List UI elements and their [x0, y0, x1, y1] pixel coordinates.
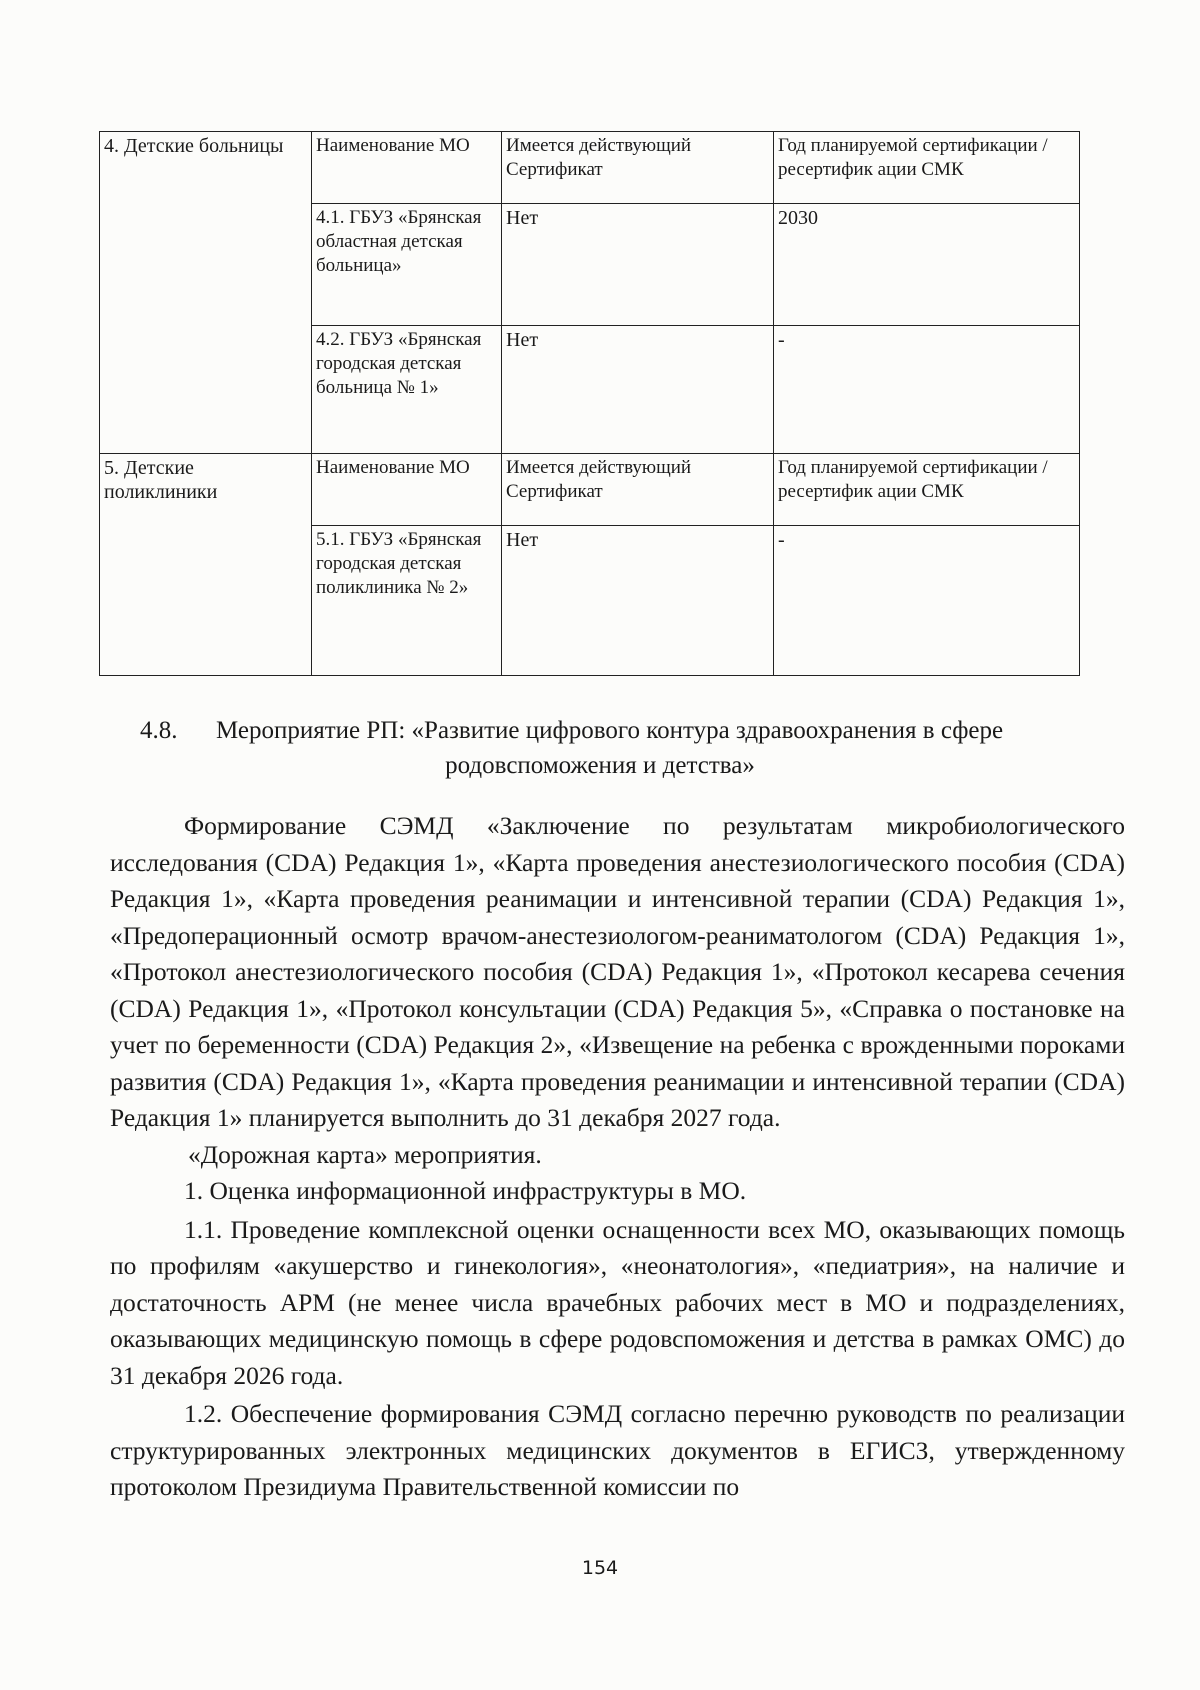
category-cell: 5. Детские поликлиники — [100, 454, 312, 676]
header-certificate-cell: Имеется действующий Сертификат — [502, 132, 774, 204]
header-year-cell: Год планируемой сертификации / ресертифик ации СМК — [774, 132, 1080, 204]
paragraph: «Дорожная карта» мероприятия. — [188, 1139, 542, 1169]
category-cell: 4. Детские больницы — [100, 132, 312, 454]
header-name-cell: Наименование МО — [312, 454, 502, 526]
paragraph: 1.1. Проведение комплексной оценки оснащенности всех МО, оказывающих помощь по профилям «акушерство и гинекология», «неонатология», «педиатрия», на наличие и достаточность АРМ (не менее числа врачебных рабочих мест в МО и подразделениях, оказывающих медицинскую помощь в сфере родовспоможения и детства в рамках ОМС) до 31 декабря 2026 года. — [110, 1214, 1125, 1390]
paragraph: 1. Оценка информационной инфраструктуры в МО. — [184, 1176, 747, 1205]
year-cell: 2030 — [774, 204, 1080, 326]
body-text — [110, 808, 1125, 1506]
header-year-cell: Год планируемой сертификации / ресертифик ации СМК — [774, 454, 1080, 526]
section-heading — [140, 713, 1100, 783]
certificate-cell: Нет — [502, 526, 774, 676]
section-title-line2: родовспоможения и детства» — [445, 752, 755, 779]
year-cell: - — [774, 326, 1080, 454]
medical-organizations-table — [99, 131, 1080, 676]
table-header-row — [100, 132, 1080, 204]
certificate-cell: Нет — [502, 204, 774, 326]
mo-name-cell: 4.1. ГБУЗ «Брянская областная детская больница» — [312, 204, 502, 326]
section-title-line1: Мероприятие РП: «Развитие цифрового контура здравоохранения в сфере — [216, 717, 1004, 744]
header-name-cell: Наименование МО — [312, 132, 502, 204]
mo-name-cell: 4.2. ГБУЗ «Брянская городская детская больница № 1» — [312, 326, 502, 454]
page-number: 154 — [581, 1557, 619, 1579]
mo-name-cell: 5.1. ГБУЗ «Брянская городская детская поликлиника № 2» — [312, 526, 502, 676]
year-cell: - — [774, 526, 1080, 676]
header-certificate-cell: Имеется действующий Сертификат — [502, 454, 774, 526]
table-header-row — [100, 454, 1080, 526]
section-number: 4.8. — [140, 717, 178, 744]
paragraph: Формирование СЭМД «Заключение по результатам микробиологического исследования (CDA) Редакция 1», «Карта проведения анестезиологического пособия (CDA) Редакция 1», «Карта проведения реанимации и интенсивной терапии (CDA) Редакция 1», «Предоперационный осмотр врачом-анестезиологом-реаниматологом (CDA) Редакция 1», «Протокол анестезиологического пособия (CDA) Редакция 1», «Протокол кесарева сечения (CDA) Редакция 1», «Протокол консультации (CDA) Редакция 5», «Справка о постановке на учет по беременности (CDA) Редакция 2», «Извещение на ребенка с врожденными пороками развития (CDA) Редакция 1», «Карта проведения реанимации и интенсивной терапии (CDA) Редакция 1» планируется выполнить до 31 декабря 2027 года. — [110, 811, 1125, 1132]
paragraph: 1.2. Обеспечение формирования СЭМД согласно перечню руководств по реализации структурированных электронных медицинских документов в ЕГИСЗ, утвержденному протоколом Президиума Правительственной комиссии по — [110, 1399, 1125, 1501]
certificate-cell: Нет — [502, 326, 774, 454]
